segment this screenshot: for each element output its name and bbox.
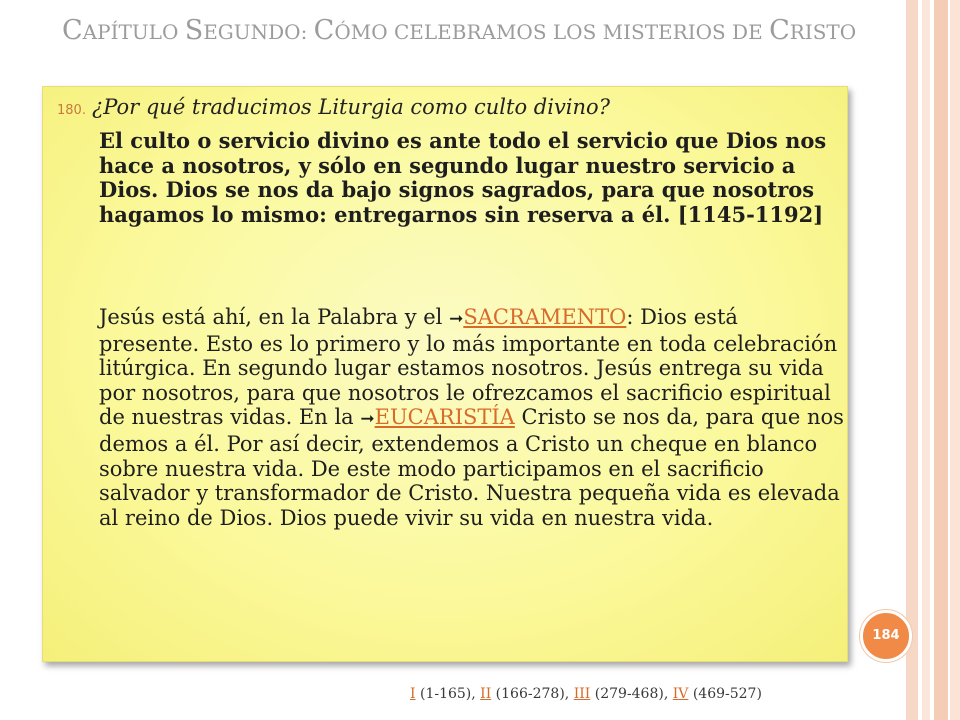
title-part: C xyxy=(62,15,83,46)
body-text: Jesús está ahí, en la Palabra y el xyxy=(99,305,450,329)
footer-range: (1-165), xyxy=(415,686,481,702)
footer-range: (279-468), xyxy=(590,686,673,702)
body-text: Cristo se nos da, para que nos demos a él. Por así decir, extendemos a Cristo un cheque en blanco sobre nuestra vida. De este modo participamos en el sacrificio salvador y transformador de Cristo. Nuestra pequeña vida es elevada al reino de Dios. Dios puede vivir su vida en nuestra vida. xyxy=(99,405,844,530)
title-part: EGUNDO: xyxy=(203,20,314,44)
body-paragraph xyxy=(99,305,844,530)
title-part: APÍTULO xyxy=(82,20,185,44)
title-part: RISTO xyxy=(789,20,857,44)
footer-link-part-1[interactable]: I xyxy=(410,686,416,702)
title-part: C xyxy=(313,15,335,46)
arrow-right-icon: ➞ xyxy=(449,309,464,329)
decor-bar xyxy=(950,0,960,720)
decor-bar xyxy=(922,0,930,720)
footer-range: (469-527) xyxy=(688,686,762,702)
footer-link-part-2[interactable]: II xyxy=(480,686,492,702)
footer-nav xyxy=(410,686,850,702)
title-part: C xyxy=(769,15,790,46)
question-number: 180. xyxy=(57,103,86,118)
content-card xyxy=(42,86,848,662)
page-number-badge: 184 xyxy=(860,610,912,662)
link-eucaristia[interactable]: EUCARISTÍA xyxy=(374,405,515,430)
answer-paragraph: El culto o servicio divino es ante todo el servicio que Dios nos hace a nosotros, y sólo en segundo lugar nuestro servicio a Dios. Dios se nos da bajo signos sagrados, para que nosotros hagamos lo mismo: entregarnos sin reserva a él. [1145-1192] xyxy=(99,128,827,227)
question-text: ¿Por qué traducimos Liturgia como culto divino? xyxy=(91,95,610,119)
title-part: ÓMO CELEBRAMOS LOS MISTERIOS DE xyxy=(334,20,770,44)
link-sacramento[interactable]: SACRAMENTO xyxy=(463,305,627,329)
footer-link-part-3[interactable]: III xyxy=(573,686,591,702)
footer-range: (166-278), xyxy=(491,686,574,702)
decor-bar xyxy=(906,0,918,720)
slide-title xyxy=(62,14,862,49)
title-part: S xyxy=(184,15,204,46)
question-row xyxy=(57,95,837,119)
decor-bar xyxy=(934,0,948,720)
body-text: : Dios está presente. Esto es lo primero y lo más importante en toda celebración litúrgica. En segundo lugar estamos nosotros. Jesús entrega su vida por nosotros, para que nosotros le ofrezcamos el sacrificio espiritual de nuestras vidas. En la xyxy=(99,305,838,430)
arrow-right-icon: ➞ xyxy=(360,409,375,430)
footer-link-part-4[interactable]: IV xyxy=(672,686,689,702)
